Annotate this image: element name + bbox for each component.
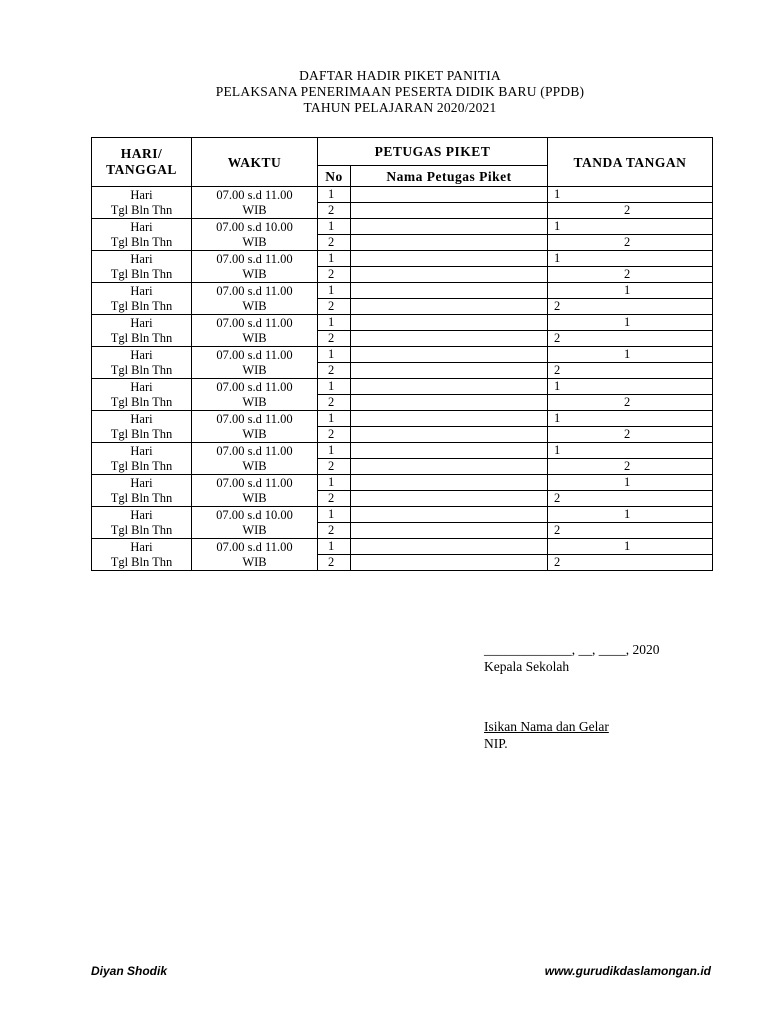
hari-tanggal-cell xyxy=(92,379,192,411)
waktu-range: 07.00 s.d 10.00 xyxy=(216,219,293,234)
table-row xyxy=(92,443,713,459)
waktu-cell xyxy=(192,315,318,347)
title-line-2: PELAKSANA PENERIMAAN PESERTA DIDIK BARU (PPDB) xyxy=(215,84,585,99)
header-nama-petugas: Nama Petugas Piket xyxy=(351,166,548,187)
nama-petugas-cell[interactable] xyxy=(351,363,548,379)
waktu-range: 07.00 s.d 11.00 xyxy=(216,379,293,394)
table-row xyxy=(92,507,713,523)
attendance-table xyxy=(91,137,713,571)
hari-tanggal-cell xyxy=(92,443,192,475)
no-cell: 2 xyxy=(318,555,351,571)
nama-petugas-cell[interactable] xyxy=(351,523,548,539)
tanda-tangan-cell[interactable] xyxy=(548,523,713,539)
waktu-cell xyxy=(192,219,318,251)
no-cell: 1 xyxy=(318,315,351,331)
nama-petugas-cell[interactable] xyxy=(351,331,548,347)
tanda-tangan-number: 1 xyxy=(554,411,561,425)
tanggal-text: Tgl Bln Thn xyxy=(110,234,173,249)
tanda-tangan-cell[interactable] xyxy=(548,363,713,379)
hari-text: Hari xyxy=(130,283,153,298)
no-cell: 2 xyxy=(318,363,351,379)
table-row xyxy=(92,315,713,331)
waktu-zone: WIB xyxy=(242,458,267,473)
no-cell: 2 xyxy=(318,203,351,219)
waktu-cell xyxy=(192,251,318,283)
hari-tanggal-cell xyxy=(92,219,192,251)
tanda-tangan-number: 2 xyxy=(554,523,561,537)
hari-tanggal-cell xyxy=(92,251,192,283)
tanggal-text: Tgl Bln Thn xyxy=(110,490,173,505)
no-cell: 2 xyxy=(318,459,351,475)
tanggal-text: Tgl Bln Thn xyxy=(110,266,173,281)
tanggal-text: Tgl Bln Thn xyxy=(110,362,173,377)
hari-tanggal-cell xyxy=(92,187,192,219)
tanda-tangan-number: 2 xyxy=(624,203,631,217)
table-row xyxy=(92,539,713,555)
no-cell: 2 xyxy=(318,299,351,315)
tanda-tangan-cell[interactable] xyxy=(548,491,713,507)
waktu-cell xyxy=(192,379,318,411)
no-cell: 2 xyxy=(318,267,351,283)
hari-text: Hari xyxy=(130,411,153,426)
waktu-zone: WIB xyxy=(242,266,267,281)
waktu-zone: WIB xyxy=(242,554,267,569)
waktu-zone: WIB xyxy=(242,394,267,409)
header-petugas-piket: PETUGAS PIKET xyxy=(318,138,548,166)
hari-text: Hari xyxy=(130,379,153,394)
signature-name[interactable]: Isikan Nama dan Gelar xyxy=(484,719,609,734)
tanda-tangan-number: 2 xyxy=(624,235,631,249)
tanggal-text: Tgl Bln Thn xyxy=(110,458,173,473)
tanda-tangan-number: 2 xyxy=(554,363,561,377)
nama-petugas-cell[interactable] xyxy=(351,395,548,411)
tanda-tangan-cell[interactable] xyxy=(548,427,713,443)
tanda-tangan-number: 1 xyxy=(554,219,561,233)
tanda-tangan-cell[interactable] xyxy=(548,459,713,475)
table-row xyxy=(92,283,713,299)
hari-text: Hari xyxy=(130,507,153,522)
signature-title: Kepala Sekolah xyxy=(484,659,570,674)
waktu-zone: WIB xyxy=(242,234,267,249)
tanggal-text: Tgl Bln Thn xyxy=(110,330,173,345)
no-cell: 1 xyxy=(318,347,351,363)
tanda-tangan-cell[interactable] xyxy=(548,203,713,219)
tanda-tangan-number: 1 xyxy=(554,443,561,457)
tanda-tangan-number: 1 xyxy=(554,379,561,393)
waktu-zone: WIB xyxy=(242,522,267,537)
waktu-range: 07.00 s.d 11.00 xyxy=(216,251,293,266)
hari-text: Hari xyxy=(130,443,153,458)
nama-petugas-cell[interactable] xyxy=(351,411,548,427)
header-hari-tanggal: HARI/ TANGGAL xyxy=(92,138,192,187)
nama-petugas-cell[interactable] xyxy=(351,443,548,459)
tanda-tangan-number: 2 xyxy=(554,331,561,345)
tanda-tangan-number: 2 xyxy=(624,267,631,281)
footer-website[interactable]: www.gurudikdaslamongan.id xyxy=(544,964,711,978)
hari-tanggal-cell xyxy=(92,507,192,539)
waktu-cell xyxy=(192,347,318,379)
header-waktu: WAKTU xyxy=(192,138,318,187)
waktu-cell xyxy=(192,539,318,571)
hari-text: Hari xyxy=(130,475,153,490)
waktu-cell xyxy=(192,475,318,507)
no-cell: 1 xyxy=(318,283,351,299)
waktu-zone: WIB xyxy=(242,330,267,345)
tanda-tangan-cell[interactable] xyxy=(548,555,713,571)
waktu-cell xyxy=(192,443,318,475)
no-cell: 1 xyxy=(318,219,351,235)
waktu-range: 07.00 s.d 11.00 xyxy=(216,539,293,554)
tanggal-text: Tgl Bln Thn xyxy=(110,202,173,217)
no-cell: 1 xyxy=(318,507,351,523)
tanda-tangan-cell[interactable] xyxy=(548,283,713,299)
no-cell: 1 xyxy=(318,187,351,203)
tanda-tangan-number: 2 xyxy=(554,555,561,569)
waktu-range: 07.00 s.d 11.00 xyxy=(216,475,293,490)
nama-petugas-cell[interactable] xyxy=(351,539,548,555)
waktu-zone: WIB xyxy=(242,490,267,505)
tanda-tangan-number: 2 xyxy=(554,491,561,505)
tanda-tangan-cell[interactable] xyxy=(548,299,713,315)
tanda-tangan-number: 1 xyxy=(624,475,631,489)
nama-petugas-cell[interactable] xyxy=(351,475,548,491)
no-cell: 1 xyxy=(318,379,351,395)
table-row xyxy=(92,251,713,267)
nama-petugas-cell[interactable] xyxy=(351,235,548,251)
table-row xyxy=(92,187,713,203)
hari-tanggal-cell xyxy=(92,347,192,379)
tanda-tangan-number: 1 xyxy=(624,507,631,521)
tanda-tangan-number: 2 xyxy=(624,459,631,473)
tanda-tangan-cell[interactable] xyxy=(548,507,713,523)
tanda-tangan-number: 1 xyxy=(554,251,561,265)
nama-petugas-cell[interactable] xyxy=(351,203,548,219)
hari-text: Hari xyxy=(130,539,153,554)
title-line-3: TAHUN PELAJARAN 2020/2021 xyxy=(303,100,497,115)
title-line-1: DAFTAR HADIR PIKET PANITIA xyxy=(299,68,501,83)
nama-petugas-cell[interactable] xyxy=(351,315,548,331)
hari-tanggal-cell xyxy=(92,283,192,315)
no-cell: 2 xyxy=(318,523,351,539)
tanda-tangan-cell[interactable] xyxy=(548,219,713,235)
waktu-zone: WIB xyxy=(242,298,267,313)
nama-petugas-cell[interactable] xyxy=(351,379,548,395)
tanda-tangan-number: 2 xyxy=(624,395,631,409)
tanda-tangan-cell[interactable] xyxy=(548,267,713,283)
nama-petugas-cell[interactable] xyxy=(351,251,548,267)
tanda-tangan-cell[interactable] xyxy=(548,315,713,331)
tanda-tangan-cell[interactable] xyxy=(548,539,713,555)
hari-text: Hari xyxy=(130,315,153,330)
nama-petugas-cell[interactable] xyxy=(351,427,548,443)
tanda-tangan-cell[interactable] xyxy=(548,347,713,363)
signature-block xyxy=(484,641,660,752)
header-no: No xyxy=(318,166,351,187)
no-cell: 2 xyxy=(318,427,351,443)
tanda-tangan-cell[interactable] xyxy=(548,411,713,427)
no-cell: 2 xyxy=(318,491,351,507)
tanggal-text: Tgl Bln Thn xyxy=(110,426,173,441)
tanda-tangan-number: 2 xyxy=(554,299,561,313)
nama-petugas-cell[interactable] xyxy=(351,299,548,315)
hari-text: Hari xyxy=(130,187,153,202)
tanda-tangan-cell[interactable] xyxy=(548,443,713,459)
hari-tanggal-cell xyxy=(92,539,192,571)
tanggal-text: Tgl Bln Thn xyxy=(110,554,173,569)
tanda-tangan-cell[interactable] xyxy=(548,475,713,491)
nama-petugas-cell[interactable] xyxy=(351,219,548,235)
waktu-cell xyxy=(192,507,318,539)
waktu-zone: WIB xyxy=(242,362,267,377)
tanda-tangan-number: 1 xyxy=(624,347,631,361)
header-tanda-tangan: TANDA TANGAN xyxy=(548,138,713,187)
waktu-range: 07.00 s.d 11.00 xyxy=(216,187,293,202)
waktu-zone: WIB xyxy=(242,426,267,441)
hari-tanggal-cell xyxy=(92,411,192,443)
waktu-cell xyxy=(192,187,318,219)
signature-nip: NIP. xyxy=(484,736,508,751)
nama-petugas-cell[interactable] xyxy=(351,507,548,523)
tanda-tangan-cell[interactable] xyxy=(548,395,713,411)
nama-petugas-cell[interactable] xyxy=(351,283,548,299)
no-cell: 1 xyxy=(318,411,351,427)
waktu-range: 07.00 s.d 11.00 xyxy=(216,347,293,362)
table-row xyxy=(92,347,713,363)
nama-petugas-cell[interactable] xyxy=(351,459,548,475)
tanggal-text: Tgl Bln Thn xyxy=(110,522,173,537)
waktu-range: 07.00 s.d 11.00 xyxy=(216,443,293,458)
no-cell: 2 xyxy=(318,395,351,411)
tanda-tangan-cell[interactable] xyxy=(548,235,713,251)
tanda-tangan-cell[interactable] xyxy=(548,379,713,395)
table-row xyxy=(92,411,713,427)
nama-petugas-cell[interactable] xyxy=(351,555,548,571)
nama-petugas-cell[interactable] xyxy=(351,267,548,283)
hari-tanggal-cell xyxy=(92,475,192,507)
signature-date-line[interactable]: _____________, __, ____, 2020 xyxy=(484,642,660,657)
tanggal-text: Tgl Bln Thn xyxy=(110,298,173,313)
nama-petugas-cell[interactable] xyxy=(351,187,548,203)
tanggal-text: Tgl Bln Thn xyxy=(110,394,173,409)
tanda-tangan-number: 1 xyxy=(554,187,561,201)
tanda-tangan-number: 1 xyxy=(624,315,631,329)
tanda-tangan-cell[interactable] xyxy=(548,331,713,347)
hari-text: Hari xyxy=(130,251,153,266)
table-row xyxy=(92,475,713,491)
tanda-tangan-number: 2 xyxy=(624,427,631,441)
waktu-cell xyxy=(192,411,318,443)
no-cell: 1 xyxy=(318,251,351,267)
nama-petugas-cell[interactable] xyxy=(351,491,548,507)
tanda-tangan-cell[interactable] xyxy=(548,187,713,203)
waktu-zone: WIB xyxy=(242,202,267,217)
table-row xyxy=(92,219,713,235)
waktu-range: 07.00 s.d 11.00 xyxy=(216,283,293,298)
waktu-cell xyxy=(192,283,318,315)
tanda-tangan-number: 1 xyxy=(624,283,631,297)
no-cell: 1 xyxy=(318,475,351,491)
document-title xyxy=(0,68,768,116)
table-row xyxy=(92,379,713,395)
no-cell: 2 xyxy=(318,331,351,347)
footer-author: Diyan Shodik xyxy=(91,964,168,978)
waktu-range: 07.00 s.d 11.00 xyxy=(216,411,293,426)
hari-text: Hari xyxy=(130,347,153,362)
hari-text: Hari xyxy=(130,219,153,234)
tanda-tangan-number: 1 xyxy=(624,539,631,553)
nama-petugas-cell[interactable] xyxy=(351,347,548,363)
hari-tanggal-cell xyxy=(92,315,192,347)
no-cell: 1 xyxy=(318,539,351,555)
tanda-tangan-cell[interactable] xyxy=(548,251,713,267)
waktu-range: 07.00 s.d 11.00 xyxy=(216,315,293,330)
no-cell: 2 xyxy=(318,235,351,251)
waktu-range: 07.00 s.d 10.00 xyxy=(216,507,293,522)
no-cell: 1 xyxy=(318,443,351,459)
